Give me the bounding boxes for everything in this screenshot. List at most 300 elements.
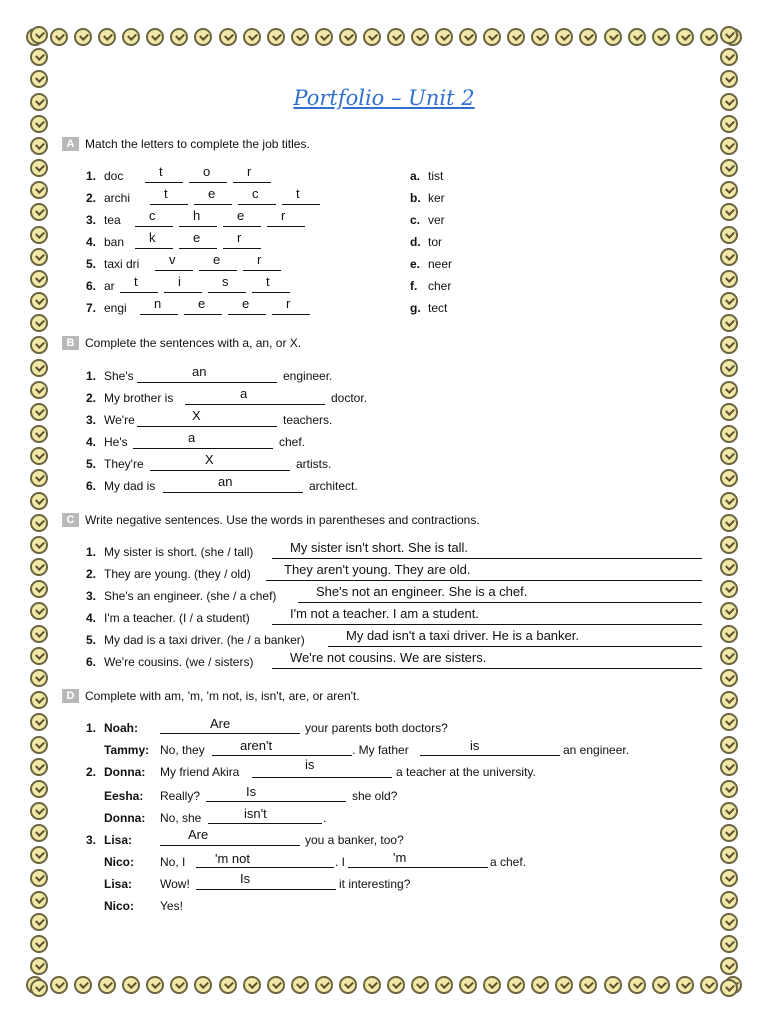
clock-icon (219, 976, 237, 994)
answer-letter: t (159, 164, 163, 179)
clock-icon (628, 28, 646, 46)
answer-blank[interactable] (196, 874, 336, 890)
answer-letter: t (296, 186, 300, 201)
clock-icon (30, 758, 48, 776)
item-number: 1. (86, 369, 97, 383)
answer-text: She's not an engineer. She is a chef. (316, 584, 528, 599)
clock-icon (676, 28, 694, 46)
clock-icon (363, 28, 381, 46)
answer-letter: t (164, 186, 168, 201)
answer-text: X (192, 408, 201, 423)
answer-letter: s (222, 274, 229, 289)
clock-icon (720, 846, 738, 864)
answer-blank[interactable] (223, 233, 261, 249)
answer-blank[interactable] (272, 299, 310, 315)
sentence-start: My brother is (104, 391, 174, 405)
clock-icon (483, 28, 501, 46)
clock-icon (579, 976, 597, 994)
answer-letter: n (154, 296, 162, 311)
clock-icon (30, 580, 48, 598)
sentence-start: They're (104, 457, 144, 471)
clock-icon (720, 447, 738, 465)
option-letter: b. (410, 191, 421, 205)
clock-icon (30, 137, 48, 155)
line-text: . I (335, 855, 346, 869)
clock-icon (720, 935, 738, 953)
answer-text: My sister isn't short. She is tall. (290, 540, 469, 555)
clock-icon (652, 28, 670, 46)
clock-icon (30, 891, 48, 909)
item-number: 4. (86, 611, 97, 625)
section-b-instruction: Complete the sentences with a, an, or X. (85, 336, 302, 350)
clock-icon (700, 28, 718, 46)
answer-text: is (470, 738, 480, 753)
line-text: you a banker, too? (305, 833, 404, 847)
clock-icon (30, 979, 48, 997)
answer-text: My dad isn't a taxi driver. He is a banker. (346, 628, 579, 643)
clock-icon (30, 780, 48, 798)
clock-icon (50, 976, 68, 994)
clock-icon (435, 28, 453, 46)
clock-icon (720, 115, 738, 133)
answer-text: 'm (393, 850, 407, 865)
item-number: 5. (86, 633, 97, 647)
sentence-prompt: They are young. (they / old) (104, 567, 251, 581)
item-number: 3. (86, 589, 97, 603)
clock-icon (459, 976, 477, 994)
answer-blank[interactable] (150, 189, 188, 205)
speaker-label: Lisa: (104, 833, 133, 847)
clock-icon (531, 28, 549, 46)
clock-icon (30, 691, 48, 709)
clock-icon (676, 976, 694, 994)
item-number: 2. (86, 391, 97, 405)
speaker-label: Donna: (104, 811, 146, 825)
clock-icon (291, 976, 309, 994)
answer-blank[interactable] (137, 411, 277, 427)
answer-blank[interactable] (160, 830, 300, 846)
option-text: cher (428, 279, 452, 293)
clock-icon (74, 28, 92, 46)
clock-icon (30, 425, 48, 443)
clock-icon (720, 780, 738, 798)
answer-letter: r (237, 230, 242, 245)
sentence-end: artists. (296, 457, 332, 471)
clock-icon (243, 28, 261, 46)
section-d-header (62, 689, 360, 703)
sentence-end: doctor. (331, 391, 368, 405)
item-number: 4. (86, 435, 97, 449)
answer-text: X (205, 452, 214, 467)
word-stem: archi (104, 191, 131, 205)
speaker-label: Nico: (104, 855, 134, 869)
line-text: No, she (160, 811, 202, 825)
clock-icon (122, 976, 140, 994)
clock-icon (720, 492, 738, 510)
clock-icon (720, 226, 738, 244)
section-b-badge: B (62, 336, 79, 350)
line-text: Really? (160, 789, 201, 803)
answer-blank[interactable] (252, 277, 290, 293)
item-number: 4. (86, 235, 97, 249)
answer-letter: r (286, 296, 291, 311)
clock-icon (146, 28, 164, 46)
clock-icon (720, 292, 738, 310)
clock-icon (720, 181, 738, 199)
section-a-badge: A (62, 137, 79, 151)
item-number: 3. (86, 413, 97, 427)
answer-text: I'm not a teacher. I am a student. (290, 606, 479, 621)
clock-icon (720, 359, 738, 377)
sentence-prompt: She's an engineer. (she / a chef) (104, 589, 277, 603)
page-title: Portfolio – Unit 2 (293, 86, 475, 110)
answer-blank[interactable] (206, 786, 346, 802)
clock-icon (555, 28, 573, 46)
clock-icon (387, 976, 405, 994)
line-text: she old? (352, 789, 398, 803)
clock-icon (720, 536, 738, 554)
clock-icon (628, 976, 646, 994)
speaker-label: Tammy: (104, 743, 150, 757)
answer-blank[interactable] (163, 477, 303, 493)
clock-icon (720, 625, 738, 643)
answer-letter: e (198, 296, 206, 311)
answer-text: Are (210, 716, 231, 731)
answer-blank[interactable] (267, 211, 305, 227)
clock-icon (30, 26, 48, 44)
clock-icon (30, 558, 48, 576)
clock-icon (30, 824, 48, 842)
clock-icon (507, 976, 525, 994)
clock-icon (720, 48, 738, 66)
sentence-end: teachers. (283, 413, 333, 427)
clock-icon (30, 292, 48, 310)
clock-icon (720, 580, 738, 598)
answer-blank[interactable] (133, 433, 273, 449)
clock-icon (720, 957, 738, 975)
word-stem: engi (104, 301, 127, 315)
clock-icon (720, 558, 738, 576)
dialogue-number: 3. (86, 833, 97, 847)
clock-icon (720, 336, 738, 354)
answer-letter: t (134, 274, 138, 289)
clock-icon (30, 669, 48, 687)
clock-icon (243, 976, 261, 994)
clock-icon (30, 159, 48, 177)
answer-text: Are (188, 827, 209, 842)
section-a-header (62, 137, 310, 151)
clock-icon (579, 28, 597, 46)
clock-icon (720, 669, 738, 687)
word-stem: ar (104, 279, 115, 293)
answer-blank[interactable] (212, 740, 352, 756)
clock-icon (339, 28, 357, 46)
clock-icon (720, 403, 738, 421)
clock-icon (720, 514, 738, 532)
clock-icon (30, 713, 48, 731)
option-letter: a. (410, 169, 421, 183)
line-text: an engineer. (563, 743, 630, 757)
clock-icon (74, 976, 92, 994)
clock-icon (555, 976, 573, 994)
answer-text: aren't (240, 738, 273, 753)
clock-icon (720, 758, 738, 776)
speaker-label: Noah: (104, 721, 138, 735)
section-d-instruction: Complete with am, 'm, 'm not, is, isn't, are, or aren't. (85, 689, 360, 703)
clock-icon (122, 28, 140, 46)
answer-letter: e (242, 296, 250, 311)
section-b-header (62, 336, 301, 350)
line-text: No, I (160, 855, 186, 869)
answer-text: an (218, 474, 233, 489)
clock-icon (720, 736, 738, 754)
option-text: ver (428, 213, 445, 227)
clock-icon (720, 314, 738, 332)
answer-blank[interactable] (150, 455, 290, 471)
clock-icon (30, 913, 48, 931)
clock-icon (720, 270, 738, 288)
option-text: ker (428, 191, 445, 205)
section-c-badge: C (62, 513, 79, 527)
dialogue-number: 2. (86, 765, 97, 779)
answer-text: is (305, 757, 315, 772)
clock-icon (604, 976, 622, 994)
option-letter: g. (410, 301, 421, 315)
line-text: Wow! (160, 877, 190, 891)
clock-icon (30, 403, 48, 421)
clock-icon (720, 203, 738, 221)
clock-icon (30, 846, 48, 864)
sentence-prompt: I'm a teacher. (I / a student) (104, 611, 250, 625)
answer-letter: i (178, 274, 181, 289)
answer-text: a (188, 430, 196, 445)
clock-icon (30, 514, 48, 532)
answer-letter: r (247, 164, 252, 179)
clock-icon (30, 492, 48, 510)
answer-blank[interactable] (137, 367, 277, 383)
clock-icon (507, 28, 525, 46)
option-letter: e. (410, 257, 421, 271)
answer-letter: r (257, 252, 262, 267)
sentence-end: architect. (309, 479, 358, 493)
clock-icon (363, 976, 381, 994)
clock-icon (720, 869, 738, 887)
line-text: a chef. (490, 855, 527, 869)
clock-icon (30, 736, 48, 754)
clock-icon (30, 115, 48, 133)
answer-text: Is (246, 784, 257, 799)
sentence-prompt: My sister is short. (she / tall) (104, 545, 254, 559)
clock-icon (720, 913, 738, 931)
answer-text: They aren't young. They are old. (284, 562, 471, 577)
option-text: tor (428, 235, 443, 249)
clock-icon (720, 713, 738, 731)
option-text: neer (428, 257, 453, 271)
clock-icon (435, 976, 453, 994)
clock-icon (98, 28, 116, 46)
clock-icon (30, 48, 48, 66)
clock-icon (50, 28, 68, 46)
speaker-label: Lisa: (104, 877, 133, 891)
item-number: 6. (86, 279, 97, 293)
clock-icon (720, 802, 738, 820)
line-text: your parents both doctors? (305, 721, 448, 735)
clock-icon (339, 976, 357, 994)
answer-blank[interactable] (243, 255, 281, 271)
line-text: . (323, 811, 327, 825)
clock-icon (720, 891, 738, 909)
clock-icon (267, 976, 285, 994)
clock-icon (30, 381, 48, 399)
item-number: 5. (86, 257, 97, 271)
item-number: 7. (86, 301, 97, 315)
clock-icon (30, 270, 48, 288)
answer-blank[interactable] (120, 277, 158, 293)
answer-letter: k (149, 230, 156, 245)
clock-icon (720, 137, 738, 155)
section-c-instruction: Write negative sentences. Use the words in parentheses and contractions. (85, 513, 480, 527)
answer-text: isn't (244, 806, 267, 821)
clock-icon (30, 647, 48, 665)
clock-icon (459, 28, 477, 46)
clock-icon (720, 381, 738, 399)
clock-icon (291, 28, 309, 46)
answer-blank[interactable] (185, 389, 325, 405)
clock-icon (30, 469, 48, 487)
clock-icon (30, 203, 48, 221)
sentence-end: chef. (279, 435, 306, 449)
clock-icon (720, 979, 738, 997)
clock-icon (219, 28, 237, 46)
sentence-start: He's (104, 435, 128, 449)
clock-icon (315, 976, 333, 994)
clock-icon (30, 226, 48, 244)
clock-icon (30, 536, 48, 554)
item-number: 5. (86, 457, 97, 471)
sentence-start: My dad is (104, 479, 156, 493)
clock-icon (720, 602, 738, 620)
answer-letter: e (213, 252, 221, 267)
clock-icon (30, 447, 48, 465)
answer-blank[interactable] (164, 277, 202, 293)
clock-icon (170, 28, 188, 46)
clock-icon (194, 28, 212, 46)
clock-icon (30, 625, 48, 643)
answer-letter: c (252, 186, 259, 201)
clock-icon (652, 976, 670, 994)
speaker-label: Donna: (104, 765, 146, 779)
answer-letter: e (208, 186, 216, 201)
word-stem: taxi dri (104, 257, 140, 271)
border-left (30, 26, 50, 998)
clock-icon (531, 976, 549, 994)
item-number: 1. (86, 545, 97, 559)
clock-icon (411, 976, 429, 994)
sentence-start: We're (104, 413, 135, 427)
answer-blank[interactable] (348, 852, 488, 868)
clock-icon (720, 425, 738, 443)
border-top (26, 28, 742, 48)
clock-icon (387, 28, 405, 46)
answer-text: We're not cousins. We are sisters. (290, 650, 487, 665)
line-text: . My father (352, 743, 409, 757)
speaker-label: Nico: (104, 899, 134, 913)
clock-icon (720, 691, 738, 709)
answer-blank[interactable] (145, 167, 183, 183)
sentence-end: engineer. (283, 369, 333, 383)
clock-icon (30, 957, 48, 975)
clock-icon (720, 159, 738, 177)
clock-icon (98, 976, 116, 994)
word-stem: tea (104, 213, 121, 227)
item-number: 2. (86, 191, 97, 205)
clock-icon (604, 28, 622, 46)
option-letter: d. (410, 235, 421, 249)
answer-letter: v (169, 252, 176, 267)
clock-icon (30, 314, 48, 332)
clock-icon (483, 976, 501, 994)
clock-icon (30, 359, 48, 377)
item-number: 1. (86, 169, 97, 183)
answer-letter: r (281, 208, 286, 223)
section-a-instruction: Match the letters to complete the job titles. (85, 137, 310, 151)
clock-icon (30, 602, 48, 620)
item-number: 6. (86, 479, 97, 493)
sentence-prompt: We're cousins. (we / sisters) (104, 655, 254, 669)
answer-letter: o (203, 164, 211, 179)
answer-text: Is (240, 871, 251, 886)
option-text: tist (428, 169, 444, 183)
clock-icon (30, 869, 48, 887)
item-number: 3. (86, 213, 97, 227)
clock-icon (170, 976, 188, 994)
item-number: 2. (86, 567, 97, 581)
answer-letter: e (193, 230, 201, 245)
answer-letter: e (237, 208, 245, 223)
clock-icon (315, 28, 333, 46)
clock-icon (146, 976, 164, 994)
clock-icon (30, 181, 48, 199)
line-text: My friend Akira (160, 765, 240, 779)
answer-text: 'm not (215, 851, 250, 866)
item-number: 6. (86, 655, 97, 669)
border-bottom (26, 976, 742, 996)
section-d-badge: D (62, 689, 79, 703)
clock-icon (267, 28, 285, 46)
clock-icon (720, 647, 738, 665)
line-text: No, they (160, 743, 205, 757)
clock-icon (30, 248, 48, 266)
answer-text: an (192, 364, 207, 379)
answer-blank[interactable] (420, 740, 560, 756)
line-text: Yes! (160, 899, 183, 913)
line-text: it interesting? (339, 877, 411, 891)
answer-blank[interactable] (233, 167, 271, 183)
line-text: a teacher at the university. (396, 765, 536, 779)
sentence-prompt: My dad is a taxi driver. (he / a banker) (104, 633, 305, 647)
answer-letter: t (266, 274, 270, 289)
answer-blank[interactable] (282, 189, 320, 205)
clock-icon (700, 976, 718, 994)
option-letter: f. (410, 279, 418, 293)
answer-blank[interactable] (252, 762, 392, 778)
clock-icon (30, 802, 48, 820)
clock-icon (30, 336, 48, 354)
section-c-header (62, 513, 480, 527)
answer-letter: h (193, 208, 201, 223)
sentence-start: She's (104, 369, 134, 383)
clock-icon (720, 248, 738, 266)
